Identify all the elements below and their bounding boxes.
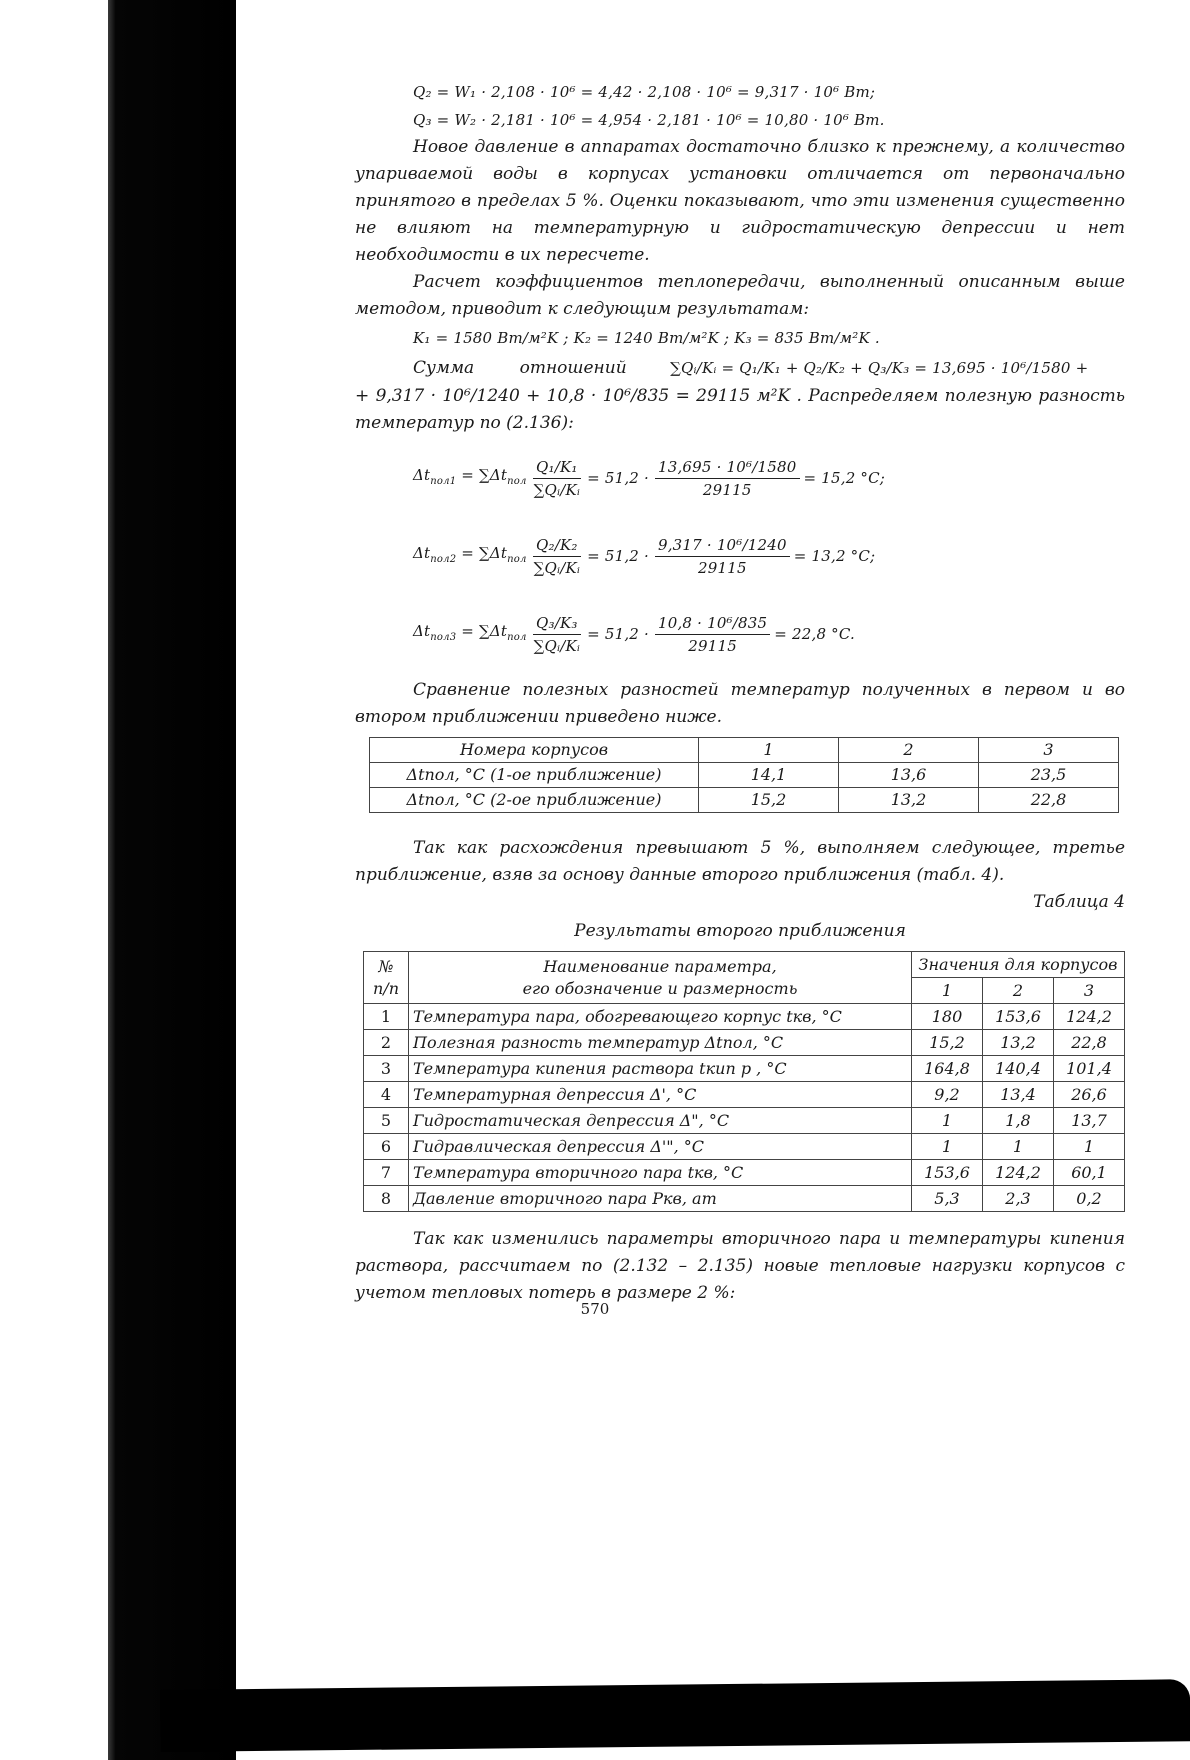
comparison-cell: 13,2 (839, 788, 979, 813)
book-spine-shadow (108, 0, 236, 1760)
table-label: Таблица 4 (1033, 892, 1125, 912)
parameter-value: 1 (912, 1134, 983, 1160)
header-number (364, 952, 409, 1004)
formula-q3: Q₃ = W₂ · 2,181 · 10⁶ = 4,954 · 2,181 · 10⁶ = 10,80 · 10⁶ Вт. (413, 111, 885, 129)
paragraph-heat-transfer: Расчет коэффициентов теплопередачи, выполненный описанным выше методом, приводит к следующим результатам: (355, 272, 1125, 319)
ratio-numerator: Q₁/K₁ (533, 456, 581, 479)
table-row (364, 1134, 1125, 1160)
comparison-header-cell: 3 (979, 738, 1119, 763)
parameter-name: Температура кипения раствора tкип р , °C (409, 1056, 912, 1082)
comparison-header-cell: 1 (699, 738, 839, 763)
row-number: 4 (364, 1082, 409, 1108)
paragraph-comparison: Сравнение полезных разностей температур полученных в первом и во втором приближении приведено ниже. (355, 680, 1125, 727)
ratio-denominator: ∑Qᵢ/Kᵢ (533, 480, 581, 499)
comparison-cell: 15,2 (699, 788, 839, 813)
bottom-scan-shadow (160, 1679, 1190, 1752)
value-denominator: 29115 (702, 480, 752, 499)
dt-sum-subscript: пол (507, 631, 527, 643)
parameter-value: 124,2 (1054, 1004, 1125, 1030)
dt-sum-symbol: = ∑Δt (456, 543, 508, 562)
comparison-cell: 23,5 (979, 763, 1119, 788)
dt-formulas (355, 439, 1125, 673)
results-header-row (364, 952, 1125, 978)
ratio-numerator: Q₃/K₃ (533, 612, 581, 635)
parameter-value: 26,6 (1054, 1082, 1125, 1108)
results-table (363, 951, 1125, 1212)
dt-result: = 13,2 °C; (793, 546, 876, 565)
dt-lhs-subscript: пол2 (430, 553, 457, 565)
dt-formula-3 (413, 595, 1125, 673)
parameter-value: 5,3 (912, 1186, 983, 1212)
value-denominator: 29115 (698, 558, 747, 577)
dt-sum-subscript: пол (507, 475, 527, 487)
dt-symbol: Δt (413, 621, 431, 640)
parameter-value: 140,4 (983, 1056, 1054, 1082)
row-number: 2 (364, 1030, 409, 1056)
header-column-number: 2 (983, 978, 1054, 1004)
table-row (364, 1004, 1125, 1030)
coefficient: = 51,2 · (587, 624, 649, 643)
header-values: Значения для корпусов (912, 952, 1125, 978)
table-row (364, 1056, 1125, 1082)
parameter-value: 1,8 (983, 1108, 1054, 1134)
comparison-cell: Δtпол, °C (2-ое приближение) (370, 788, 699, 813)
parameter-name: Давление вторичного пара Pкв, ат (409, 1186, 912, 1212)
parameter-name: Гидравлическая депрессия Δ'", °C (409, 1134, 912, 1160)
parameter-value: 13,7 (1054, 1108, 1125, 1134)
row-number: 5 (364, 1108, 409, 1134)
page-number: 570 (580, 1300, 610, 1318)
parameter-value: 153,6 (912, 1160, 983, 1186)
dt-lhs (413, 618, 527, 651)
comparison-row (370, 788, 1119, 813)
header-column-number: 1 (912, 978, 983, 1004)
comparison-cell: Δtпол, °C (1-ое приближение) (370, 763, 699, 788)
parameter-value: 15,2 (912, 1030, 983, 1056)
ratio-fraction (531, 534, 584, 579)
value-fraction (655, 534, 790, 579)
table-row (364, 1030, 1125, 1056)
ratio-fraction (531, 456, 584, 501)
dt-lhs (413, 462, 527, 495)
ratio-denominator: ∑Qᵢ/Kᵢ (533, 558, 581, 577)
dt-sum-symbol: = ∑Δt (456, 465, 508, 484)
value-numerator: 10,8 · 10⁶/835 (655, 612, 770, 635)
value-numerator: 9,317 · 10⁶/1240 (655, 534, 790, 557)
parameter-value: 153,6 (983, 1004, 1054, 1030)
parameter-name: Температурная депрессия Δ', °C (409, 1082, 912, 1108)
table-row (364, 1108, 1125, 1134)
relations-word: отношений (519, 358, 627, 378)
header-name-line1: Наименование параметра, (543, 956, 777, 976)
comparison-header-cell: 2 (839, 738, 979, 763)
parameter-value: 13,2 (983, 1030, 1054, 1056)
row-number: 1 (364, 1004, 409, 1030)
parameter-name: Температура вторичного пара tкв, °C (409, 1160, 912, 1186)
value-denominator: 29115 (688, 636, 737, 655)
comparison-header-cell: Номера корпусов (370, 738, 699, 763)
parameter-value: 164,8 (912, 1056, 983, 1082)
parameter-name: Полезная разность температур Δtпол, °C (409, 1030, 912, 1056)
dt-formula-1 (413, 439, 1125, 517)
parameter-value: 9,2 (912, 1082, 983, 1108)
parameter-name: Гидростатическая депрессия Δ", °C (409, 1108, 912, 1134)
dt-sum-symbol: = ∑Δt (456, 621, 508, 640)
table-row (364, 1186, 1125, 1212)
row-number: 8 (364, 1186, 409, 1212)
page-content (355, 78, 1125, 1307)
row-number: 7 (364, 1160, 409, 1186)
header-number-line2: п/п (373, 978, 399, 998)
dt-lhs-subscript: пол1 (430, 475, 457, 487)
parameter-value: 0,2 (1054, 1186, 1125, 1212)
paragraph-discrepancy: Так как расхождения превышают 5 %, выполняем следующее, третье приближение, взяв за основу данные второго приближения (табл. 4). (355, 838, 1125, 885)
comparison-cell: 14,1 (699, 763, 839, 788)
parameter-value: 2,3 (983, 1186, 1054, 1212)
parameter-value: 1 (912, 1108, 983, 1134)
value-fraction (655, 456, 800, 501)
formula-sum: ∑Qᵢ/Kᵢ = Q₁/K₁ + Q₂/K₂ + Q₃/K₃ = 13,695 · 10⁶/1580 + (670, 359, 1089, 377)
dt-lhs (413, 540, 527, 573)
formula-k-values: K₁ = 1580 Вт/м²K ; K₂ = 1240 Вт/м²K ; K₃ = 835 Вт/м²K . (413, 329, 880, 347)
ratio-fraction (531, 612, 584, 657)
sum-word: Сумма (413, 358, 475, 378)
dt-symbol: Δt (413, 465, 431, 484)
comparison-header-row (370, 738, 1119, 763)
value-numerator: 13,695 · 10⁶/1580 (655, 456, 800, 479)
parameter-value: 22,8 (1054, 1030, 1125, 1056)
header-number-line1: № (378, 956, 394, 976)
dt-result: = 22,8 °C. (774, 624, 855, 643)
parameter-value: 60,1 (1054, 1160, 1125, 1186)
table-title: Результаты второго приближения (574, 921, 906, 941)
parameter-value: 101,4 (1054, 1056, 1125, 1082)
formula-q2: Q₂ = W₁ · 2,108 · 10⁶ = 4,42 · 2,108 · 10⁶ = 9,317 · 10⁶ Вт; (413, 83, 876, 101)
ratio-numerator: Q₂/K₂ (533, 534, 581, 557)
parameter-value: 180 (912, 1004, 983, 1030)
comparison-row (370, 763, 1119, 788)
dt-result: = 15,2 °C; (803, 468, 886, 487)
dt-sum-subscript: пол (507, 553, 527, 565)
dt-formula-2 (413, 517, 1125, 595)
row-number: 6 (364, 1134, 409, 1160)
table-row (364, 1160, 1125, 1186)
comparison-table (369, 737, 1119, 813)
coefficient: = 51,2 · (587, 546, 649, 565)
parameter-name: Температура пара, обогревающего корпус tкв, °C (409, 1004, 912, 1030)
value-fraction (655, 612, 770, 657)
paragraph-sum-continuation: + 9,317 · 10⁶/1240 + 10,8 · 10⁶/835 = 29115 м²K . Распределяем полезную разность температур по (2.136): (355, 386, 1125, 433)
parameter-value: 13,4 (983, 1082, 1054, 1108)
paragraph-new-pressure: Новое давление в аппаратах достаточно близко к прежнему, а количество упариваемой воды в корпусах установки отличается от первоначально принятого в пределах 5 %. Оценки показывают, что эти изменения существенно не влияют на температурную и гидростатическую депрессии и нет необходимости в их пересчете. (355, 137, 1125, 265)
comparison-cell: 13,6 (839, 763, 979, 788)
coefficient: = 51,2 · (587, 468, 649, 487)
table-row (364, 1082, 1125, 1108)
dt-lhs-subscript: пол3 (430, 631, 457, 643)
ratio-denominator: ∑Qᵢ/Kᵢ (533, 636, 581, 655)
paragraph-new-loads: Так как изменились параметры вторичного пара и температуры кипения раствора, рассчитаем по (2.132 – 2.135) новые тепловые нагрузки корпусов с учетом тепловых потерь в размере 2 %: (355, 1229, 1125, 1303)
header-name-line2: его обозначение и размерность (522, 978, 798, 998)
parameter-value: 1 (983, 1134, 1054, 1160)
header-column-number: 3 (1054, 978, 1125, 1004)
parameter-value: 1 (1054, 1134, 1125, 1160)
dt-symbol: Δt (413, 543, 431, 562)
row-number: 3 (364, 1056, 409, 1082)
comparison-cell: 22,8 (979, 788, 1119, 813)
sum-line (413, 353, 1125, 383)
parameter-value: 124,2 (983, 1160, 1054, 1186)
header-parameter-name (409, 952, 912, 1004)
